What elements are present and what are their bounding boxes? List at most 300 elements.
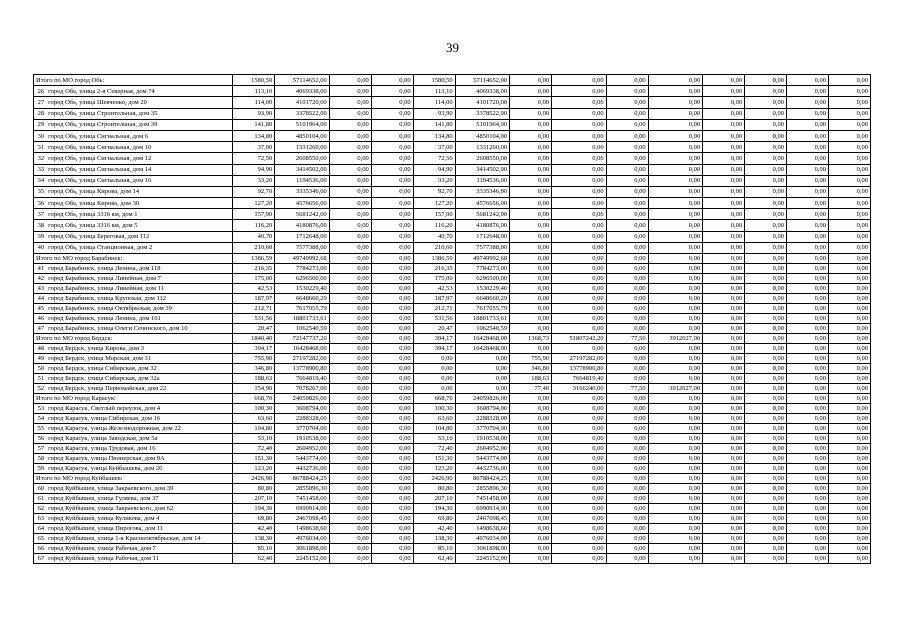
value-cell: 0,00	[828, 494, 870, 504]
value-cell: 0,00	[510, 404, 552, 414]
value-cell: 0,00	[413, 374, 455, 384]
value-cell: 53,10	[413, 434, 455, 444]
value-cell: 0,00	[787, 186, 829, 197]
value-cell: 346,80	[510, 364, 552, 374]
value-cell: 42,40	[413, 524, 455, 534]
value-cell: 37,00	[233, 142, 275, 153]
table-row	[34, 364, 871, 374]
value-cell: 0,00	[329, 424, 371, 434]
value-cell: 85,10	[233, 544, 275, 554]
summary-row	[34, 394, 871, 404]
value-cell: 0,00	[329, 220, 371, 231]
value-cell: 0,00	[648, 554, 703, 564]
table-row	[34, 198, 871, 209]
row-number: 42	[34, 274, 47, 284]
value-cell: 7784273,00	[455, 264, 510, 274]
value-cell: 1331260,00	[455, 142, 510, 153]
address-cell: город Карасук, Светлый переулок, дом 4	[46, 404, 233, 414]
value-cell: 0,00	[648, 444, 703, 454]
value-cell: 0,00	[787, 404, 829, 414]
value-cell: 0,00	[828, 314, 870, 324]
value-cell: 0,00	[552, 231, 607, 242]
value-cell: 0,00	[371, 175, 413, 186]
value-cell: 0,00	[329, 394, 371, 404]
row-number: 56	[34, 434, 47, 444]
value-cell: 0,00	[371, 209, 413, 220]
value-cell: 0,00	[828, 142, 870, 153]
address-cell: город Обь, улица Береговая, дом 112	[46, 231, 233, 242]
value-cell: 0,00	[510, 75, 552, 86]
table-row	[34, 524, 871, 534]
value-cell: 0,00	[648, 494, 703, 504]
value-cell: 0,00	[455, 374, 510, 384]
value-cell: 2608550,00	[455, 153, 510, 164]
value-cell: 0,00	[329, 384, 371, 394]
value-cell: 0,00	[648, 75, 703, 86]
table-row	[34, 444, 871, 454]
value-cell: 0,00	[745, 119, 787, 130]
value-cell: 0,00	[787, 198, 829, 209]
value-cell: 0,00	[371, 444, 413, 454]
value-cell: 1910538,00	[455, 434, 510, 444]
value-cell: 0,00	[606, 209, 648, 220]
value-cell: 2604952,00	[455, 444, 510, 454]
value-cell: 6990914,00	[275, 504, 330, 514]
row-number: 44	[34, 294, 47, 304]
value-cell: 5101964,00	[275, 119, 330, 130]
value-cell: 0,00	[371, 374, 413, 384]
row-number: 52	[34, 384, 47, 394]
value-cell: 2426,90	[233, 474, 275, 484]
value-cell: 0,00	[648, 394, 703, 404]
value-cell: 1368,73	[510, 334, 552, 344]
table-row	[34, 324, 871, 334]
value-cell: 0,00	[371, 554, 413, 564]
value-cell: 0,00	[329, 294, 371, 304]
value-cell: 0,00	[510, 524, 552, 534]
value-cell: 0,00	[510, 186, 552, 197]
value-cell: 113,10	[233, 86, 275, 97]
value-cell: 0,00	[703, 164, 745, 175]
value-cell: 0,00	[552, 414, 607, 424]
value-cell: 0,00	[371, 198, 413, 209]
value-cell: 0,00	[703, 484, 745, 494]
value-cell: 0,00	[703, 294, 745, 304]
value-cell: 0,00	[787, 364, 829, 374]
value-cell: 1712648,00	[455, 231, 510, 242]
table-row	[34, 544, 871, 554]
value-cell: 1062540,59	[455, 324, 510, 334]
address-cell: город Обь, улица 3316 км, дом 1	[46, 209, 233, 220]
value-cell: 0,00	[703, 175, 745, 186]
value-cell: 37,00	[413, 142, 455, 153]
value-cell: 0,00	[703, 153, 745, 164]
value-cell: 0,00	[745, 424, 787, 434]
row-number: 33	[34, 164, 47, 175]
value-cell: 49749992,68	[275, 254, 330, 264]
value-cell: 0,00	[606, 175, 648, 186]
value-cell: 0,00	[329, 254, 371, 264]
table-row	[34, 186, 871, 197]
value-cell: 63,60	[233, 414, 275, 424]
value-cell: 0,00	[510, 474, 552, 484]
value-cell: 0,00	[329, 364, 371, 374]
value-cell: 4432736,00	[455, 464, 510, 474]
value-cell: 0,00	[552, 424, 607, 434]
row-number: 60	[34, 484, 47, 494]
value-cell: 7577388,00	[455, 242, 510, 253]
address-cell: город Обь, улица Сигнальная, дом 16	[46, 175, 233, 186]
value-cell: 0,00	[552, 186, 607, 197]
value-cell: 0,00	[787, 334, 829, 344]
value-cell: 3608794,00	[455, 404, 510, 414]
value-cell: 94,90	[413, 164, 455, 175]
row-number: 43	[34, 284, 47, 294]
row-number: 54	[34, 414, 47, 424]
value-cell: 0,00	[329, 504, 371, 514]
page-number: 39	[446, 40, 459, 55]
value-cell: 0,00	[745, 394, 787, 404]
table-row	[34, 164, 871, 175]
value-cell: 0,00	[371, 514, 413, 524]
table-body	[34, 75, 871, 564]
address-cell: город Обь, улица Строительная, дом 35	[46, 108, 233, 119]
address-cell: город Карасук, улица Железнодорожная, дом 22	[46, 424, 233, 434]
value-cell: 0,00	[371, 254, 413, 264]
value-cell: 2855896,30	[275, 484, 330, 494]
row-number: 36	[34, 198, 47, 209]
value-cell: 0,00	[329, 484, 371, 494]
value-cell: 0,00	[787, 75, 829, 86]
value-cell: 0,00	[648, 186, 703, 197]
address-cell: город Бердск, улица Сибирская, дом 32	[46, 364, 233, 374]
value-cell: 0,00	[648, 354, 703, 364]
value-cell: 0,00	[648, 108, 703, 119]
value-cell: 0,00	[703, 374, 745, 384]
value-cell: 2245152,00	[275, 554, 330, 564]
address-cell: город Барабинск, улица Линейная, дом 7	[46, 274, 233, 284]
value-cell: 0,00	[510, 209, 552, 220]
value-cell: 0,00	[787, 484, 829, 494]
value-cell: 3378522,00	[455, 108, 510, 119]
value-cell: 4069338,00	[455, 86, 510, 97]
value-cell: 0,00	[703, 97, 745, 108]
value-cell: 33,20	[413, 175, 455, 186]
value-cell: 0,00	[703, 254, 745, 264]
value-cell: 207,10	[413, 494, 455, 504]
summary-label: Итого по МО город Барабинск:	[34, 254, 233, 264]
value-cell: 0,00	[371, 534, 413, 544]
value-cell: 0,00	[371, 294, 413, 304]
value-cell: 0,00	[606, 544, 648, 554]
value-cell: 0,00	[329, 164, 371, 175]
summary-label: Итого по МО город Бердск:	[34, 334, 233, 344]
value-cell: 0,00	[552, 264, 607, 274]
value-cell: 0,00	[329, 153, 371, 164]
value-cell: 0,00	[703, 324, 745, 334]
value-cell: 0,00	[648, 284, 703, 294]
value-cell: 69,80	[233, 514, 275, 524]
value-cell: 0,00	[828, 434, 870, 444]
value-cell: 194,30	[233, 504, 275, 514]
value-cell: 0,00	[745, 274, 787, 284]
table-row	[34, 274, 871, 284]
value-cell: 151,30	[413, 454, 455, 464]
address-cell: город Карасук, улица Заводская, дом 5а	[46, 434, 233, 444]
value-cell: 1712648,00	[275, 231, 330, 242]
value-cell: 531,56	[233, 314, 275, 324]
value-cell: 0,00	[703, 75, 745, 86]
value-cell: 0,00	[371, 274, 413, 284]
value-cell: 188,63	[510, 374, 552, 384]
value-cell: 0,00	[703, 454, 745, 464]
value-cell: 0,00	[606, 254, 648, 264]
value-cell: 0,00	[606, 404, 648, 414]
address-cell: город Обь, улица 2-я Северная, дом 74	[46, 86, 233, 97]
address-cell: город Куйбышев, улица Куликова, дом 4	[46, 514, 233, 524]
value-cell: 0,00	[787, 324, 829, 334]
value-cell: 0,00	[648, 524, 703, 534]
value-cell: 77,50	[606, 334, 648, 344]
value-cell: 27197282,00	[552, 354, 607, 364]
value-cell: 0,00	[745, 198, 787, 209]
value-cell: 1910538,00	[275, 434, 330, 444]
value-cell: 3061898,00	[275, 544, 330, 554]
value-cell: 85,10	[413, 544, 455, 554]
table-row	[34, 314, 871, 324]
value-cell: 0,00	[703, 86, 745, 97]
value-cell: 0,00	[648, 434, 703, 444]
value-cell: 0,00	[703, 474, 745, 484]
value-cell: 0,00	[371, 153, 413, 164]
value-cell: 0,00	[828, 130, 870, 141]
value-cell: 0,00	[510, 119, 552, 130]
address-cell: город Обь, улица Сигнальная, дом 14	[46, 164, 233, 175]
value-cell: 0,00	[606, 153, 648, 164]
value-cell: 0,00	[606, 108, 648, 119]
value-cell: 2245152,00	[455, 554, 510, 564]
value-cell: 18801733,61	[455, 314, 510, 324]
value-cell: 0,00	[552, 504, 607, 514]
value-cell: 3608794,00	[275, 404, 330, 414]
value-cell: 72,40	[413, 444, 455, 454]
value-cell: 0,00	[745, 524, 787, 534]
value-cell: 0,00	[787, 209, 829, 220]
row-number: 26	[34, 86, 47, 97]
value-cell: 0,00	[787, 164, 829, 175]
value-cell: 114,00	[233, 97, 275, 108]
value-cell: 0,00	[510, 514, 552, 524]
value-cell: 0,00	[648, 424, 703, 434]
value-cell: 0,00	[329, 274, 371, 284]
table-row	[34, 130, 871, 141]
value-cell: 0,00	[455, 354, 510, 364]
row-number: 59	[34, 464, 47, 474]
value-cell: 0,00	[371, 314, 413, 324]
value-cell: 0,00	[703, 314, 745, 324]
value-cell: 0,00	[787, 424, 829, 434]
value-cell: 0,00	[703, 394, 745, 404]
value-cell: 0,00	[371, 454, 413, 464]
value-cell: 123,20	[413, 464, 455, 474]
value-cell: 0,00	[745, 142, 787, 153]
value-cell: 0,00	[606, 130, 648, 141]
value-cell: 5443774,00	[455, 454, 510, 464]
address-cell: город Обь, улица Кирова, дом 30	[46, 198, 233, 209]
row-number: 61	[34, 494, 47, 504]
value-cell: 0,00	[828, 86, 870, 97]
value-cell: 0,00	[552, 130, 607, 141]
value-cell: 0,00	[703, 554, 745, 564]
value-cell: 86788424,25	[455, 474, 510, 484]
value-cell: 116,20	[233, 220, 275, 231]
summary-row	[34, 75, 871, 86]
value-cell: 3335346,00	[455, 186, 510, 197]
address-cell: город Куйбышев, улица 1-я Краснооктябрьская, дом 14	[46, 534, 233, 544]
value-cell: 0,00	[745, 314, 787, 324]
value-cell: 0,00	[606, 414, 648, 424]
value-cell: 187,97	[413, 294, 455, 304]
value-cell: 0,00	[606, 198, 648, 209]
value-cell: 4976034,00	[275, 534, 330, 544]
value-cell: 175,00	[233, 274, 275, 284]
value-cell: 2426,90	[413, 474, 455, 484]
value-cell: 7664819,40	[275, 374, 330, 384]
value-cell: 0,00	[648, 175, 703, 186]
row-number: 53	[34, 404, 47, 414]
value-cell: 134,80	[233, 130, 275, 141]
value-cell: 0,00	[371, 484, 413, 494]
value-cell: 0,00	[552, 274, 607, 284]
value-cell: 93,90	[413, 108, 455, 119]
table-row	[34, 264, 871, 274]
value-cell: 0,00	[552, 494, 607, 504]
value-cell: 42,40	[233, 524, 275, 534]
value-cell: 6296500,00	[455, 274, 510, 284]
value-cell: 0,00	[787, 175, 829, 186]
value-cell: 0,00	[606, 464, 648, 474]
value-cell: 0,00	[510, 284, 552, 294]
value-cell: 0,00	[329, 434, 371, 444]
value-cell: 0,00	[552, 464, 607, 474]
value-cell: 5443774,00	[275, 454, 330, 464]
value-cell: 2604952,00	[275, 444, 330, 454]
value-cell: 0,00	[371, 119, 413, 130]
value-cell: 0,00	[371, 414, 413, 424]
value-cell: 0,00	[552, 434, 607, 444]
value-cell: 0,00	[787, 504, 829, 514]
value-cell: 0,00	[371, 186, 413, 197]
value-cell: 0,00	[329, 198, 371, 209]
address-cell: город Бердск, улица Сибирская, дом 32а	[46, 374, 233, 384]
value-cell: 0,00	[745, 484, 787, 494]
value-cell: 0,00	[371, 324, 413, 334]
value-cell: 0,00	[745, 153, 787, 164]
value-cell: 134,80	[413, 130, 455, 141]
value-cell: 0,00	[648, 164, 703, 175]
address-cell: город Барабинск, улица Линейная, дом 11	[46, 284, 233, 294]
value-cell: 0,00	[329, 130, 371, 141]
value-cell: 0,00	[703, 464, 745, 474]
table-row	[34, 231, 871, 242]
value-cell: 3770704,00	[455, 424, 510, 434]
value-cell: 0,00	[828, 544, 870, 554]
value-cell: 0,00	[329, 209, 371, 220]
value-cell: 6296500,00	[275, 274, 330, 284]
table-row	[34, 242, 871, 253]
value-cell: 24059826,00	[455, 394, 510, 404]
value-cell: 0,00	[510, 544, 552, 554]
value-cell: 4180876,00	[455, 220, 510, 231]
value-cell: 1062540,59	[275, 324, 330, 334]
value-cell: 0,00	[703, 274, 745, 284]
value-cell: 0,00	[552, 404, 607, 414]
value-cell: 0,00	[745, 464, 787, 474]
address-cell: город Карасук, улица Сибирская, дом 16	[46, 414, 233, 424]
value-cell: 0,00	[745, 474, 787, 484]
value-cell: 104,80	[233, 424, 275, 434]
value-cell: 0,00	[371, 504, 413, 514]
value-cell: 3061898,00	[455, 544, 510, 554]
value-cell: 0,00	[745, 130, 787, 141]
value-cell: 0,00	[828, 186, 870, 197]
value-cell: 0,00	[703, 284, 745, 294]
address-cell: город Куйбышев, улица Закраевского, дом 62	[46, 504, 233, 514]
value-cell: 0,00	[828, 75, 870, 86]
address-cell: город Карасук, улица Пионерская, дом 9А	[46, 454, 233, 464]
value-cell: 531,56	[413, 314, 455, 324]
value-cell: 0,00	[371, 344, 413, 354]
value-cell: 0,00	[787, 284, 829, 294]
value-cell: 0,00	[329, 284, 371, 294]
value-cell: 2608550,00	[275, 153, 330, 164]
value-cell: 0,00	[552, 142, 607, 153]
value-cell: 0,00	[745, 304, 787, 314]
value-cell: 0,00	[371, 108, 413, 119]
value-cell: 0,00	[787, 384, 829, 394]
value-cell: 0,00	[648, 119, 703, 130]
table-row	[34, 294, 871, 304]
address-cell: город Обь, улица Строительная, дом 39	[46, 119, 233, 130]
value-cell: 0,00	[648, 364, 703, 374]
value-cell: 0,00	[787, 414, 829, 424]
table-row	[34, 284, 871, 294]
value-cell: 207,10	[233, 494, 275, 504]
value-cell: 0,00	[329, 524, 371, 534]
value-cell: 0,00	[745, 404, 787, 414]
value-cell: 0,00	[648, 142, 703, 153]
value-cell: 0,00	[552, 314, 607, 324]
value-cell: 7451458,00	[455, 494, 510, 504]
value-cell: 2467098,45	[275, 514, 330, 524]
value-cell: 0,00	[329, 464, 371, 474]
value-cell: 1530229,40	[455, 284, 510, 294]
value-cell: 394,17	[233, 344, 275, 354]
value-cell: 0,00	[787, 254, 829, 264]
value-cell: 0,00	[787, 142, 829, 153]
value-cell: 0,00	[510, 220, 552, 231]
row-number: 49	[34, 354, 47, 364]
row-number: 37	[34, 209, 47, 220]
value-cell: 0,00	[371, 434, 413, 444]
value-cell: 0,00	[745, 220, 787, 231]
value-cell: 0,00	[606, 242, 648, 253]
value-cell: 0,00	[413, 364, 455, 374]
value-cell: 1194536,00	[275, 175, 330, 186]
value-cell: 0,00	[606, 534, 648, 544]
value-cell: 4976034,00	[455, 534, 510, 544]
value-cell: 0,00	[329, 186, 371, 197]
